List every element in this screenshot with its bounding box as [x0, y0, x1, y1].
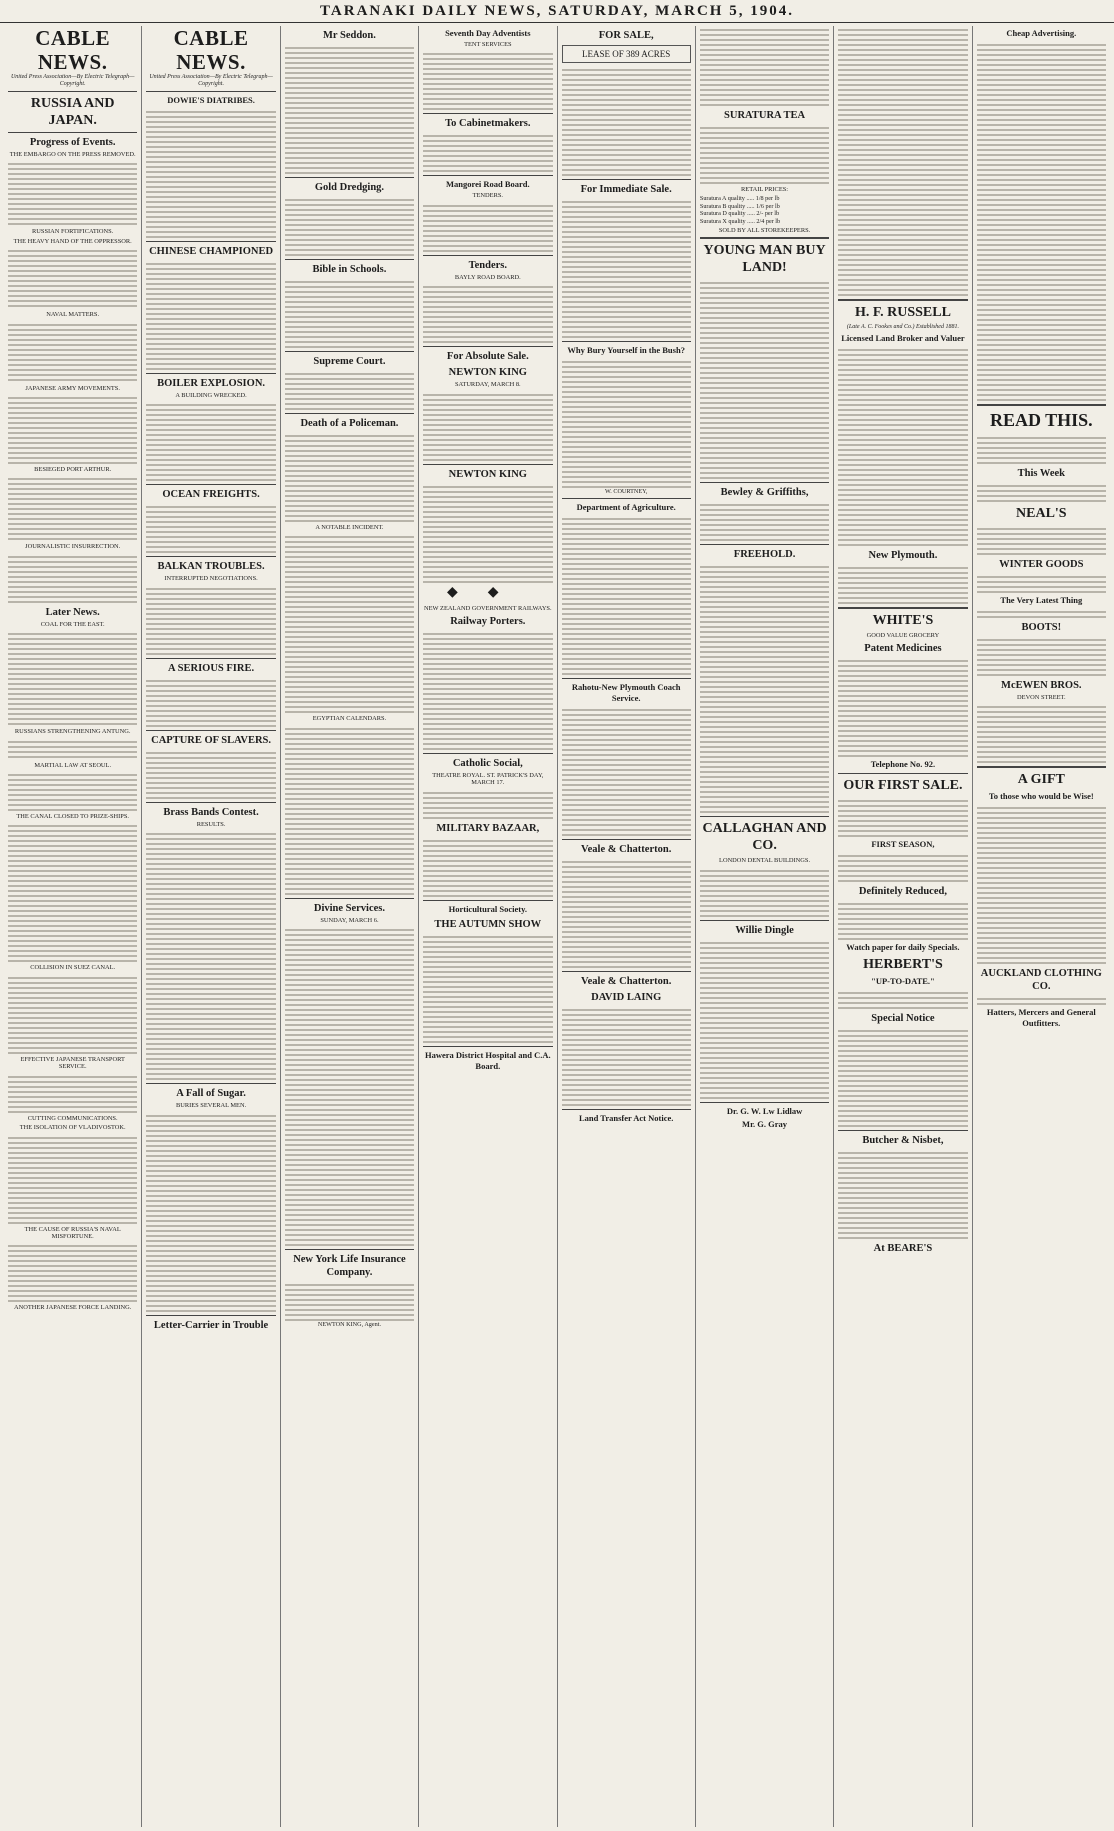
heading: Supreme Court. [313, 356, 386, 367]
column-1 [4, 26, 142, 1827]
body-text-block [8, 247, 137, 309]
subheading: ANOTHER JAPANESE FORCE LANDING. [14, 1304, 132, 1312]
heading: WINTER GOODS [999, 559, 1084, 570]
cable-news-title: CABLE NEWS. [173, 26, 249, 74]
price-line: Suratura D quality ..... 2/- per lb [699, 210, 780, 218]
body-text-block [423, 283, 552, 343]
body-text-block [977, 703, 1106, 763]
heading: Bible in Schools. [312, 264, 387, 275]
subheading: BURIES SEVERAL MEN. [175, 1102, 247, 1110]
subheading: EFFECTIVE JAPANESE TRANSPORT SERVICE. [20, 1055, 125, 1071]
subheading: GOOD VALUE GROCERY [866, 632, 940, 639]
body-text-block [8, 553, 137, 603]
heading: Dr. G. W. Lw Lidlaw [726, 1105, 803, 1116]
body-text-block [285, 432, 414, 522]
body-text-block [285, 370, 414, 410]
heading: NEWTON KING [448, 468, 527, 480]
heading: FOR SALE, [598, 30, 654, 41]
body-text-block [700, 501, 829, 541]
body-text-block [562, 66, 691, 176]
subheading: SOLD BY ALL STOREKEEPERS. [718, 227, 811, 235]
body-text-block [700, 563, 829, 813]
heading: To Cabinetmakers. [445, 118, 531, 130]
subheading: COLLISION IN SUEZ CANAL. [30, 964, 116, 972]
columns [4, 26, 1110, 1827]
heading: Licensed Land Broker and Valuer [841, 333, 965, 343]
column-6 [696, 26, 834, 1827]
body-text-block [8, 321, 137, 383]
heading: A Fall of Sugar. [176, 1088, 246, 1100]
body-text-block [700, 279, 829, 479]
subheading: THE ISOLATION OF VLADIVOSTOK. [19, 1124, 126, 1132]
subheading: RUSSIANS STRENGTHENING ANTUNG. [14, 728, 131, 736]
cable-news-sub: United Press Association—By Electric Telegraph—Copyright. [10, 74, 135, 87]
body-text-block [562, 515, 691, 675]
heading: Patent Medicines [864, 643, 942, 655]
heading: Definitely Reduced, [858, 886, 947, 898]
telephone: Telephone No. 92. [870, 759, 936, 770]
subheading: LONDON DENTAL BUILDINGS. [719, 857, 811, 865]
body-text-block [562, 1006, 691, 1106]
signature: NEWTON KING, Agent. [317, 1321, 381, 1329]
cable-news-sub: United Press Association—By Electric Telegraph—Copyright. [149, 74, 273, 87]
heading: Hawera District Hospital and C.A. Board. [425, 1049, 551, 1071]
body-text-block [146, 401, 275, 481]
heading: Catholic Social, [452, 758, 523, 770]
heading: Progress of Events. [29, 137, 116, 148]
body-text-block [285, 533, 414, 713]
crest-ornament: ◆◆ [447, 584, 529, 600]
body-text-block [838, 564, 967, 604]
heading: BOILER EXPLOSION. [157, 378, 266, 389]
heading: Veale & Chatterton. [581, 844, 672, 856]
subheading: BESIEGED PORT ARTHUR. [34, 466, 112, 474]
body-text-block [146, 1112, 275, 1312]
masthead: TARANAKI DAILY NEWS, SATURDAY, MARCH 5, 1904. [0, 0, 1114, 23]
subheading: RETAIL PRICES: [741, 186, 789, 193]
body-text-block [838, 1027, 967, 1127]
heading: BOOTS! [1021, 622, 1062, 633]
subheading: COAL FOR THE EAST. [40, 620, 105, 628]
body-text-block [8, 394, 137, 464]
heading: Mr. G. Gray [742, 1118, 788, 1129]
lease-box: LEASE OF 389 ACRES [562, 45, 691, 63]
subheading: CUTTING COMMUNICATIONS. [27, 1114, 118, 1122]
body-text-block [146, 108, 275, 238]
body-text-block [562, 198, 691, 338]
subheading: THE CANAL CLOSED TO PRIZE-SHIPS. [16, 813, 129, 821]
body-text-block [977, 995, 1106, 1005]
heading: The Very Latest Thing [1000, 595, 1083, 605]
price-line: Suratura B quality ..... 1/6 per lb [699, 202, 780, 210]
heading: Brass Bands Contest. [163, 806, 259, 818]
subheading: BAYLY ROAD BOARD. [454, 273, 521, 281]
body-text-block [146, 749, 275, 799]
sub: (Late A. C. Fookes and Co.) Established 1881. [846, 324, 959, 330]
subheading: TENDERS. [472, 192, 503, 200]
subheading: RUSSIAN FORTIFICATIONS. [32, 228, 114, 236]
heading: Bewley & Griffiths, [720, 487, 809, 499]
heading: Divine Services. [313, 902, 386, 914]
body-text-block [423, 933, 552, 1043]
body-text-block [838, 797, 967, 837]
subheading: THEATRE ROYAL. ST. PATRICK'S DAY, MARCH 17. [432, 772, 544, 787]
body-text-block [838, 346, 967, 546]
subheading: THE EMBARGO ON THE PRESS REMOVED. [9, 151, 136, 158]
body-text-block [8, 1242, 137, 1302]
heading: Horticultural Society. [448, 903, 527, 914]
body-text-block [700, 26, 829, 106]
body-text-block [977, 608, 1106, 618]
body-text-block [8, 630, 137, 726]
heading: MILITARY BAZAAR, [436, 822, 540, 834]
heading: Cheap Advertising. [1006, 28, 1077, 38]
body-text-block [977, 434, 1106, 464]
body-text-block [423, 630, 552, 750]
subheading: SATURDAY, MARCH 8. [454, 381, 521, 389]
heading: Death of a Policeman. [300, 418, 399, 429]
subheading: JAPANESE ARMY MOVEMENTS. [25, 384, 120, 392]
heading: For Immediate Sale. [580, 184, 672, 195]
column-7 [834, 26, 972, 1827]
body-text-block [285, 926, 414, 1246]
heading: Mr Seddon. [322, 30, 376, 41]
heading: NEWTON KING [448, 367, 527, 379]
body-text-block [977, 482, 1106, 502]
body-text-block [285, 278, 414, 348]
body-text-block [562, 858, 691, 968]
price-line: Suratura X quality ..... 2/4 per lb [699, 217, 781, 225]
column-5 [558, 26, 696, 1827]
heading: CALLAGHAN AND CO. [702, 821, 827, 854]
body-text-block [838, 1149, 967, 1239]
heading: Watch paper for daily Specials. [846, 942, 960, 953]
body-text-block [838, 900, 967, 940]
heading: WHITE'S [872, 613, 934, 628]
body-text-block [977, 804, 1106, 964]
heading: Seventh Day Adventists [445, 28, 531, 38]
heading: Tenders. [468, 259, 508, 271]
body-text-block [562, 358, 691, 488]
body-text-block [8, 771, 137, 811]
heading: OUR FIRST SALE. [843, 778, 963, 794]
body-text-block [700, 867, 829, 917]
heading: Rahotu-New Plymouth Coach Service. [571, 682, 681, 704]
body-text-block [700, 939, 829, 1099]
body-text-block [423, 483, 552, 583]
heading: New York Life Insurance Company. [293, 1254, 406, 1279]
price-line: Suratura A quality ..... 1/8 per lb [699, 195, 780, 203]
column-4 [419, 26, 557, 1827]
heading: A SERIOUS FIRE. [168, 662, 255, 674]
body-text-block [146, 830, 275, 1080]
body-text-block [562, 706, 691, 836]
heading: At BEARE'S [873, 1243, 933, 1255]
signature: W. COURTNEY, [604, 488, 648, 495]
body-text-block [977, 573, 1106, 593]
body-text-block [285, 196, 414, 256]
subheading: TENT SERVICES [464, 41, 512, 48]
heading: FIRST SEASON, [871, 839, 935, 850]
subheading: A BUILDING WRECKED. [175, 392, 247, 399]
heading: For Absolute Sale. [446, 351, 529, 363]
subheading: THE HEAVY HAND OF THE OPPRESSOR. [13, 237, 132, 245]
body-text-block [8, 160, 137, 226]
body-text-block [838, 852, 967, 882]
subheading: RESULTS. [196, 820, 226, 828]
body-text-block [423, 837, 552, 897]
body-text-block [423, 50, 552, 110]
heading: Railway Porters. [450, 616, 526, 628]
heading: AUCKLAND CLOTHING CO. [980, 968, 1102, 993]
body-text-block [8, 1134, 137, 1224]
heading: McEWEN BROS. [1001, 680, 1082, 691]
heading: Land Transfer Act Notice. [578, 1113, 674, 1124]
body-text-block [146, 585, 275, 655]
heading: READ THIS. [989, 410, 1093, 430]
body-text-block [423, 132, 552, 172]
heading: Department of Agriculture. [576, 502, 676, 513]
subheading: DEVON STREET. [1017, 694, 1066, 701]
heading: DAVID LAING [591, 992, 662, 1004]
heading: Special Notice [871, 1013, 935, 1025]
column-2 [142, 26, 280, 1827]
body-text-block [8, 738, 137, 760]
heading: Why Bury Yourself in the Bush? [567, 345, 685, 355]
heading: This Week [1017, 468, 1065, 479]
heading: Butcher & Nisbet, [862, 1135, 944, 1147]
body-text-block [285, 725, 414, 895]
body-text-block [838, 657, 967, 757]
subheading: INTERRUPTED NEGOTIATIONS. [164, 575, 258, 583]
heading: Later News. [45, 606, 100, 618]
heading: SURATURA TEA [724, 110, 806, 121]
heading: Hatters, Mercers and General Outfitters. [986, 1007, 1096, 1029]
heading: Letter-Carrier in Trouble [153, 1319, 269, 1331]
body-text-block [8, 822, 137, 962]
body-text-block [146, 677, 275, 727]
heading: Mangorei Road Board. [445, 179, 530, 190]
body-text-block [146, 503, 275, 553]
body-text-block [423, 202, 552, 252]
heading: Gold Dredging. [314, 182, 385, 193]
subheading: A NOTABLE INCIDENT. [315, 524, 384, 531]
body-text-block [8, 1073, 137, 1113]
body-text-block [977, 525, 1106, 555]
heading: DOWIE'S DIATRIBES. [167, 95, 255, 105]
heading: CHINESE CHAMPIONED [149, 246, 274, 257]
subheading: THE CAUSE OF RUSSIA'S NAVAL MISFORTUNE. [24, 1225, 121, 1240]
body-text-block [977, 636, 1106, 676]
heading: A GIFT [1017, 772, 1065, 788]
heading: THE AUTUMN SHOW [434, 918, 542, 930]
heading: New Plymouth. [868, 550, 938, 561]
body-text-block [700, 124, 829, 184]
heading: NEAL'S [1016, 506, 1067, 521]
heading: BALKAN TROUBLES. [157, 561, 265, 573]
subheading: JOURNALISTIC INSURRECTION. [25, 543, 121, 551]
body-text-block [423, 391, 552, 461]
heading: Veale & Chatterton. [581, 976, 672, 988]
heading: HERBERT'S [863, 957, 943, 973]
column-8 [973, 26, 1110, 1827]
body-text-block [8, 475, 137, 541]
subheading: EGYPTIAN CALENDARS. [312, 715, 387, 723]
body-text-block [146, 260, 275, 370]
heading: RUSSIA AND JAPAN. [30, 96, 115, 128]
subheading: NEW ZEALAND GOVERNMENT RAILWAYS. [424, 604, 552, 612]
cable-news-title: CABLE NEWS. [35, 26, 111, 74]
heading: OCEAN FREIGHTS. [162, 489, 260, 501]
subheading: SUNDAY, MARCH 6. [320, 916, 379, 924]
heading: H. F. RUSSELL [854, 305, 951, 320]
heading: "UP-TO-DATE." [871, 976, 935, 987]
heading: FREEHOLD. [733, 549, 796, 561]
body-text-block [977, 41, 1106, 401]
subheading: NAVAL MATTERS. [46, 311, 100, 319]
body-text-block [285, 1281, 414, 1321]
column-3 [281, 26, 419, 1827]
body-text-block [838, 989, 967, 1009]
subheading: MARTIAL LAW AT SEOUL. [34, 761, 112, 769]
body-text-block [838, 26, 967, 296]
body-text-block [423, 789, 552, 819]
heading: Willie Dingle [735, 924, 794, 936]
body-text-block [8, 974, 137, 1054]
heading: CAPTURE OF SLAVERS. [151, 734, 272, 746]
body-text-block [285, 44, 414, 174]
heading: YOUNG MAN BUY LAND! [703, 243, 826, 276]
heading: To those who would be Wise! [988, 791, 1094, 802]
